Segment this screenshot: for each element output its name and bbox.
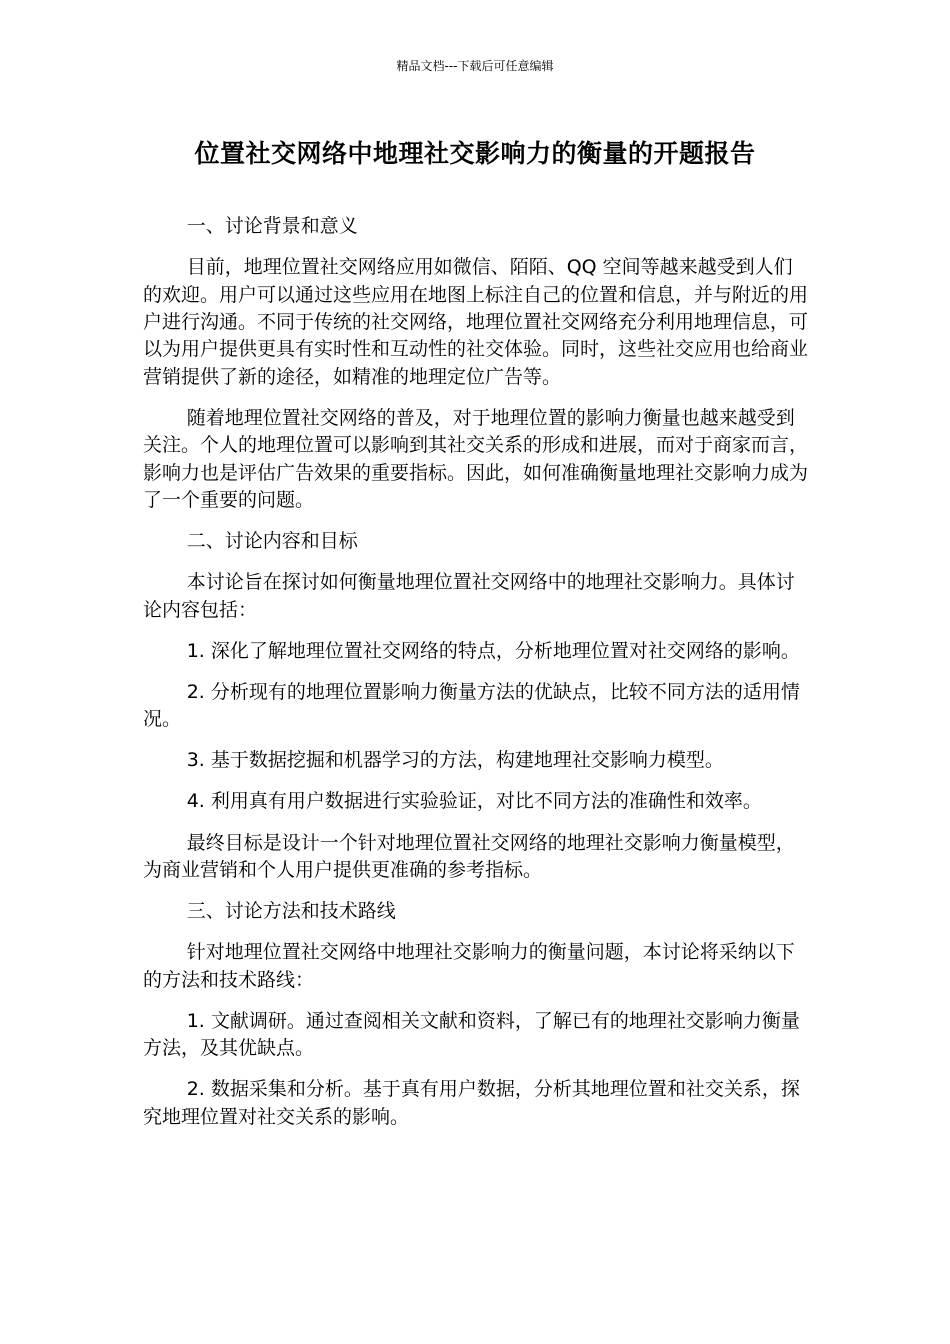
paragraph: 针对地理位置社交网络中地理社交影响力的衡量问题，本讨论将采纳以下的方法和技术路线： <box>143 941 795 991</box>
list-item: 2. 数据采集和分析。基于真有用户数据，分析其地理位置和社交关系，探究地理位置对社交关系的影响。 <box>143 1078 800 1128</box>
section-heading: 一、讨论背景和意义 <box>186 215 358 237</box>
list-item: 1. 文献调研。通过查阅相关文献和资料，了解已有的地理社交影响力衡量方法，及其优缺点。 <box>143 1009 800 1059</box>
paragraph: 随着地理位置社交网络的普及，对于地理位置的影响力衡量也越来越受到关注。个人的地理位置可以影响到其社交关系的形成和进展，而对于商家而言，影响力也是评估广告效果的重要指标。因此，如何准确衡量地理社交影响力成为了一个重要的问题。 <box>143 406 809 512</box>
document-title: 位置社交网络中地理社交影响力的衡量的开题报告 <box>194 139 756 168</box>
section-heading: 二、讨论内容和目标 <box>186 530 358 553</box>
section-heading: 三、讨论方法和技术路线 <box>186 900 396 922</box>
list-item: 3. 基于数据挖掘和机器学习的方法，构建地理社交影响力模型。 <box>186 749 724 772</box>
paragraph: 本讨论旨在探讨如何衡量地理位置社交网络中的地理社交影响力。具体讨论内容包括： <box>143 571 795 621</box>
list-item: 1. 深化了解地理位置社交网络的特点，分析地理位置对社交网络的影响。 <box>186 639 800 662</box>
list-item: 4. 利用真有用户数据进行实验验证，对比不同方法的准确性和效率。 <box>186 790 762 813</box>
document-body <box>143 213 811 1145</box>
header-note: 精品文档---下载后可任意编辑 <box>396 59 554 73</box>
paragraph: 目前，地理位置社交网络应用如微信、陌陌、QQ 空间等越来越受到人们的欢迎。用户可以通过这些应用在地图上标注自己的位置和信息，并与附近的用户进行沟通。不同于传统的社交网络，地理位置社交网络充分利用地理信息，可以为用户提供更具有实时性和互动性的社交体验。同时，这些社交应用也给商业营销提供了新的途径，如精准的地理定位广告等。 <box>143 256 809 388</box>
list-item: 2. 分析现有的地理位置影响力衡量方法的优缺点，比较不同方法的适用情况。 <box>143 680 800 731</box>
paragraph: 最终目标是设计一个针对地理位置社交网络的地理社交影响力衡量模型，为商业营销和个人用户提供更准确的参考指标。 <box>143 831 795 881</box>
